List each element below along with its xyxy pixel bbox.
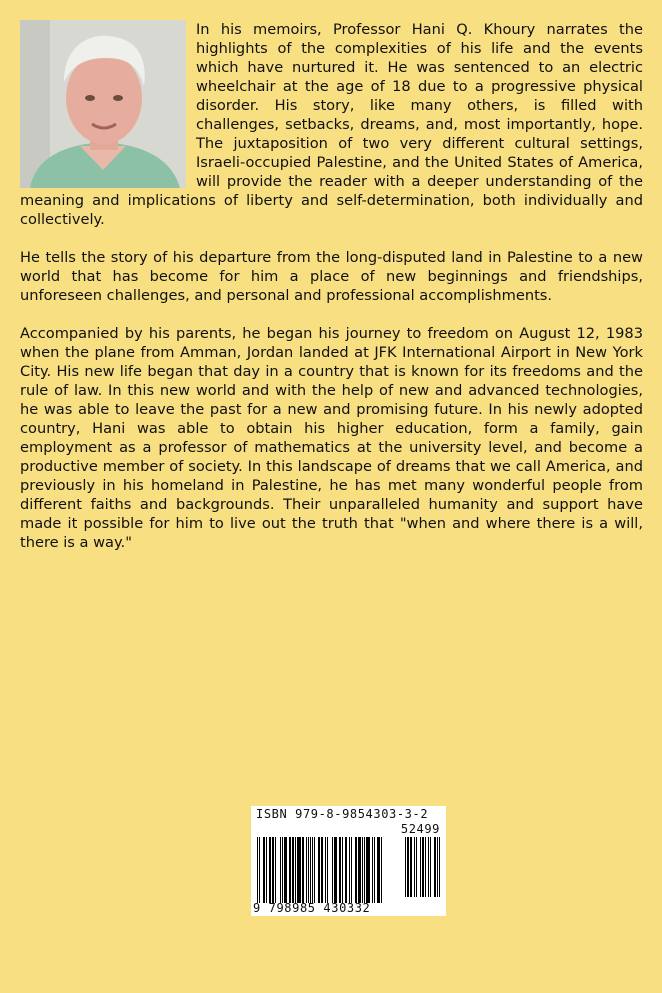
barcode-bar: [364, 837, 365, 903]
barcode-bar: [272, 837, 274, 903]
author-portrait-image: [20, 20, 186, 188]
barcode-bar: [289, 837, 291, 903]
barcode-bar: [358, 837, 361, 903]
barcode-bar: [310, 837, 311, 903]
barcode-bar: [318, 837, 320, 903]
barcode-bar: [259, 837, 260, 903]
addon-barcode-bars: [405, 837, 440, 897]
barcode-bar: [430, 837, 431, 897]
barcode-bar: [377, 837, 380, 903]
barcode-bar: [405, 837, 406, 897]
isbn-barcode: [251, 806, 446, 916]
paragraph-journey: Accompanied by his parents, he began his journey to freedom on August 12, 1983 when the plane from Amman, Jordan landed at JFK International Airport in New York City. His new life began that day in a country that is known for its freedoms and the rule of law. In this new world and with the help of new and advanced technologies, he was able to leave the past for a new and promising future. In his newly adopted country, Hani was able to obtain his higher education, form a family, gain employment as a professor of mathematics at the university level, and become a productive member of society. In this landscape of dreams that we call America, and previously in his homeland in Palestine, he has met many wonderful people from different faiths and backgrounds. Their unparalleled humanity and support have made it possible for him to live out the truth that "when and where there is a will, there is a way.": [20, 325, 643, 551]
barcode-bar: [297, 837, 301, 903]
back-cover-text: [20, 20, 643, 571]
barcode-bar: [345, 837, 347, 903]
barcode-bar: [292, 837, 294, 903]
price-code: 52499: [400, 822, 440, 836]
paragraph-departure: He tells the story of his departure from the long-disputed land in Palestine to a new world that has become for him a place of new beginnings and friendships, unforeseen challenges, and personal and professional accomplishments.: [20, 249, 643, 304]
barcode-bar: [362, 837, 363, 903]
barcode-bar: [321, 837, 323, 903]
barcode-bar: [334, 837, 337, 903]
barcode-bar: [351, 837, 352, 903]
barcode-bar: [410, 837, 412, 897]
author-photo: [20, 20, 186, 188]
barcode-bar: [414, 837, 415, 897]
barcode-bar: [275, 837, 276, 903]
barcode-bar: [437, 837, 438, 897]
paragraph-intro: In his memoirs, Professor Hani Q. Khoury narrates the highlights of the complexities of his life and the events which have nurtured it. He was sentenced to an electric wheelchair at the age of 18 due to a progressive physical disorder. His story, like many others, is filled with challenges, setbacks, dreams, and, most importantly, hope. The juxtaposition of two very different cultural settings, Israeli-occupied Palestine, and the United States of America, will provide the reader with a deeper understanding of the meaning and implications of liberty and self-determination, both individually and collectively.: [20, 21, 643, 228]
barcode-bar: [314, 837, 315, 903]
barcode-bar: [339, 837, 341, 903]
barcode-bar: [269, 837, 271, 903]
barcode-bar: [302, 837, 304, 903]
ean-digits: 9 798985 430332: [253, 901, 371, 915]
barcode-bar: [332, 837, 333, 903]
barcode-bar: [312, 837, 313, 903]
barcode-bar: [325, 837, 326, 903]
ean-barcode-bars: [257, 837, 399, 903]
barcode-bar: [306, 837, 307, 903]
isbn-label: ISBN 979-8-9854303-3-2: [256, 807, 429, 821]
barcode-bar: [420, 837, 421, 897]
barcode-bar: [327, 837, 328, 903]
barcode-bar: [355, 837, 357, 903]
barcode-bar: [366, 837, 370, 903]
barcode-bar: [425, 837, 426, 897]
barcode-bar: [374, 837, 375, 903]
barcode-bar: [263, 837, 265, 903]
barcode-bar: [407, 837, 409, 897]
barcode-bar: [416, 837, 417, 897]
barcode-bar: [381, 837, 382, 903]
barcode-bar: [439, 837, 440, 897]
barcode-bar: [342, 837, 343, 903]
barcode-bar: [422, 837, 424, 897]
barcode-bar: [372, 837, 373, 903]
barcode-bar: [308, 837, 309, 903]
barcode-bar: [434, 837, 436, 897]
barcode-bar: [280, 837, 281, 903]
barcode-bar: [284, 837, 287, 903]
barcode-bar: [428, 837, 429, 897]
barcode-bar: [257, 837, 258, 903]
barcode-bar: [295, 837, 296, 903]
barcode-bar: [282, 837, 283, 903]
barcode-bar: [349, 837, 350, 903]
barcode-bar: [266, 837, 267, 903]
